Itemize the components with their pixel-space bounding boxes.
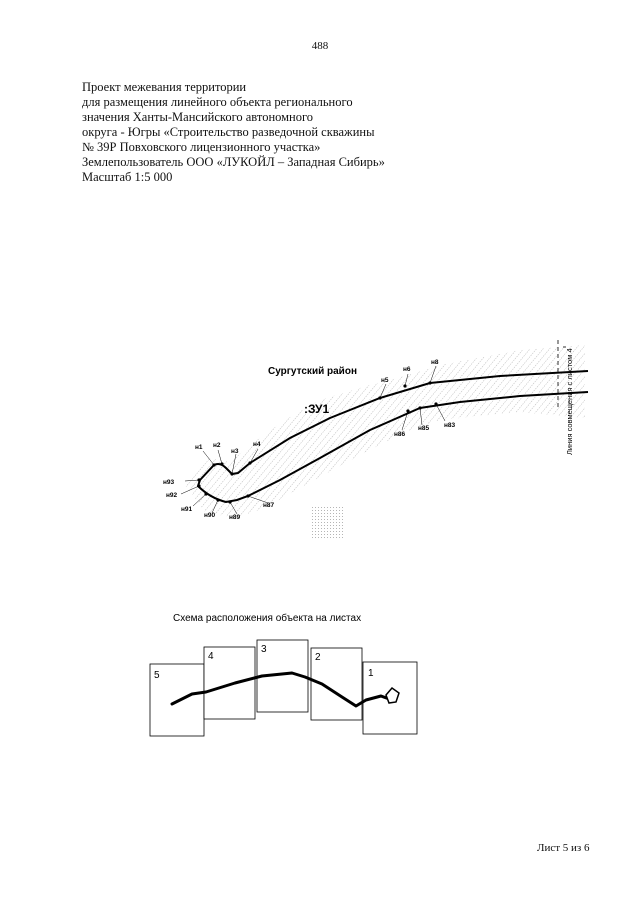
sheet-footer: Лист 5 из 6 [537,842,590,854]
header-line: Землепользователь ООО «ЛУКОЙЛ – Западная Сибирь» [82,155,385,169]
parcel-label: :ЗУ1 [304,402,330,416]
page-number: 488 [311,40,329,52]
scheme-title: Схема расположения объекта на листах [173,613,362,624]
sheet-label-4: 4 [208,651,214,662]
point-label-n3: н3 [231,448,239,455]
sheet-frames [150,640,417,736]
header-line: значения Ханты-Мансийского автономного [82,110,314,124]
match-line-label: Линия совмещения с листом 4 [565,348,574,455]
point-label-n6: н6 [403,366,411,373]
sheet-label-5: 5 [154,670,160,681]
dotted-block [312,505,344,539]
point-label-n5: н5 [381,377,389,384]
header-line: Масштаб 1:5 000 [82,170,173,184]
header-line: Проект межевания территории [82,80,247,94]
sheet-label-3: 3 [261,644,267,655]
point-label-n8: н8 [431,359,439,366]
point-label-n92: н92 [166,492,178,499]
point-label-n86: н86 [394,431,406,438]
point-label-n91: н91 [181,506,193,513]
sheet-label-1: 1 [368,668,374,679]
header-line: для размещения линейного объекта регионального [82,95,353,109]
point-label-n90: н90 [204,512,216,519]
point-label-n93: н93 [163,479,175,486]
point-label-n87: н87 [263,502,275,509]
point-label-n89: н89 [229,514,241,521]
sheet-label-2: 2 [315,652,321,663]
point-label-n2: н2 [213,442,221,449]
district-label: Сургутский район [268,366,357,377]
point-label-n4: н4 [253,441,261,448]
hatched-zone [185,345,585,518]
point-label-n83: н83 [444,422,456,429]
point-label-n85: н85 [418,425,430,432]
header-line: округа - Югры «Строительство разведочной скважины [82,125,375,139]
header-line: № 39Р Повховского лицензионного участка» [82,140,321,154]
point-label-n1: н1 [195,444,203,451]
